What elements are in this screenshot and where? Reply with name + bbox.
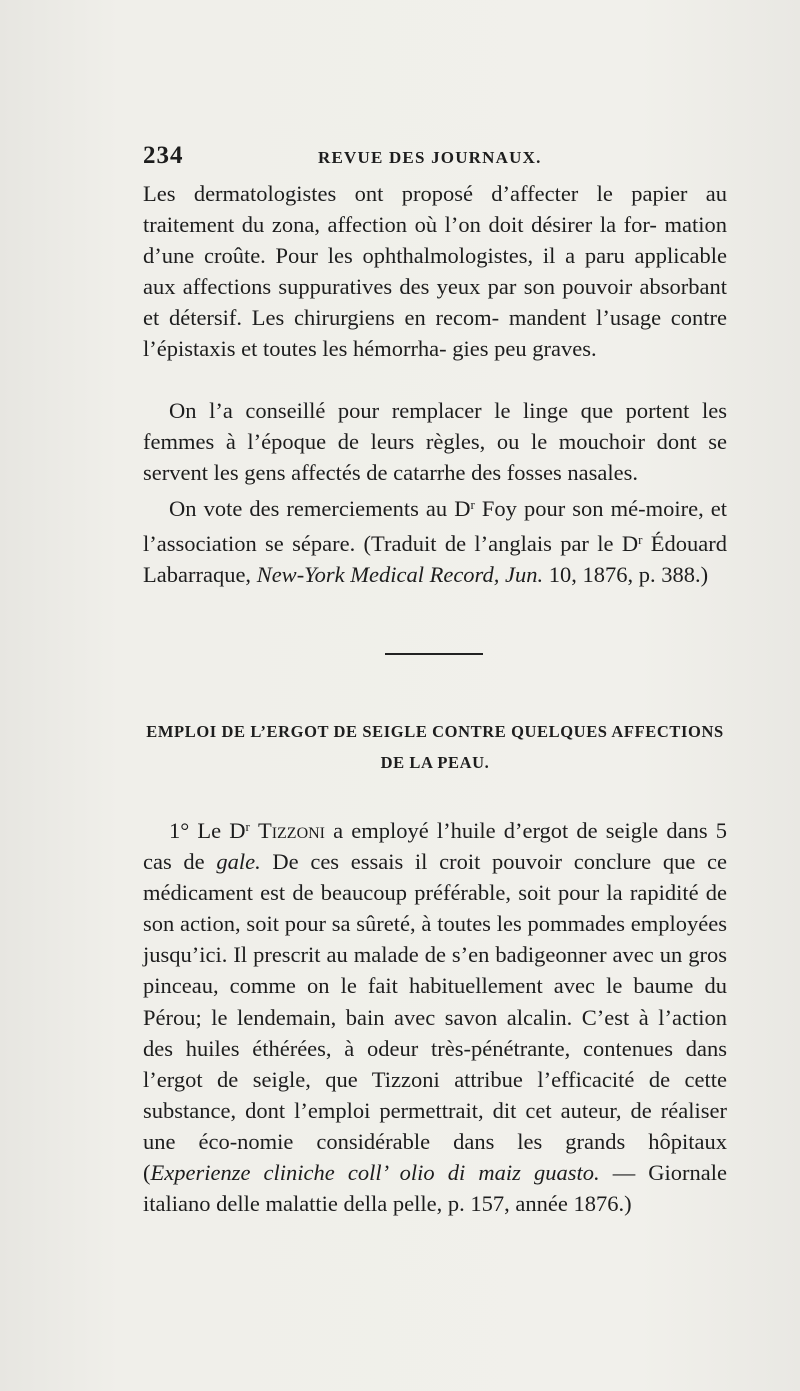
text-segment: Foy pour son mé-moire, et l’association se sépare. (Traduit de l’anglais par le D (143, 496, 727, 557)
text-line: applicable aux affections suppuratives des yeux par son (143, 243, 727, 300)
paragraph-tizzoni (143, 811, 727, 1219)
text-line: se servent les gens affectés de catarrhe des fosses nasales. (143, 429, 727, 486)
paragraph-dermatologists (143, 178, 727, 365)
text-line: mation d’une croûte. Pour les ophthalmologistes, il a paru (143, 212, 728, 269)
text-segment: 1° Le D (169, 818, 246, 843)
section-divider (385, 653, 483, 655)
text-line: Les dermatologistes ont proposé d’affecter le papier au (143, 181, 727, 206)
paragraph-linen (143, 395, 727, 488)
text-segment: De ces essais il croit pouvoir conclure que ce médicament est de beaucoup préférable, soit pour la rapidité de son action, soit pour sa sûreté, à toutes les pommades employées jusqu’ici. Il prescrit au malade de s’en badigeonner avec un gros pinceau, comme on le fait habituellement avec le baume du Pérou; le lendemain, bain avec savon alcalin. C’est à l’action des huiles éthérées, à odeur très-pénétrante, contenues dans l’ergot de seigle, que Tizzoni attribue l’efficacité de cette substance, dont l’emploi permettrait, dit cet auteur, de réaliser une éco-nomie considérable dans les grands hôpitaux ( (143, 849, 727, 1186)
text-segment: — Giornale italiano delle malattie della pelle, p. 157, année 1876.) (143, 1160, 728, 1217)
text-line: On l’a conseillé pour remplacer le linge que portent (169, 398, 690, 423)
superscript: r (245, 819, 250, 834)
disease-name: gale. (216, 849, 261, 875)
text-line: pouvoir absorbant et détersif. Les chirurgiens en recom- (143, 274, 728, 331)
superscript: r (470, 497, 475, 512)
journal-citation: New-York Medical Record, Jun. (256, 562, 544, 588)
section-heading-line: EMPLOI DE L’ERGOT DE SEIGLE CONTRE QUELQUES AFFECTIONS (146, 722, 724, 741)
text-line: mandent l’usage contre l’épistaxis et toutes les hémorrha- (143, 305, 727, 362)
text-segment: 10, 1876, p. 388.) (543, 562, 709, 588)
text-segment: On vote des remerciements au D (169, 496, 471, 521)
section-heading-line: DE LA PEAU. (380, 753, 490, 772)
author-name: Tizzoni (257, 818, 326, 843)
text-line: traitement du zona, affection où l’on doit désirer la for- (143, 212, 657, 238)
journal-citation: Experienze cliniche coll’ olio di maiz guasto. (150, 1160, 600, 1186)
running-title: REVUE DES JOURNAUX. (318, 148, 542, 167)
text-segment: Édouard Labarraque, (143, 531, 727, 588)
paragraph-thanks (143, 489, 727, 590)
page-number: 234 (143, 142, 184, 169)
section-heading (143, 716, 727, 778)
text-segment: a employé l’huile d’ergot de seigle dans 5 cas de (143, 818, 727, 875)
superscript: r (638, 532, 643, 548)
page-header (143, 142, 727, 176)
text-line: gies peu graves. (452, 336, 597, 362)
text-line: les femmes à l’époque de leurs règles, ou le mouchoir dont (143, 398, 727, 455)
